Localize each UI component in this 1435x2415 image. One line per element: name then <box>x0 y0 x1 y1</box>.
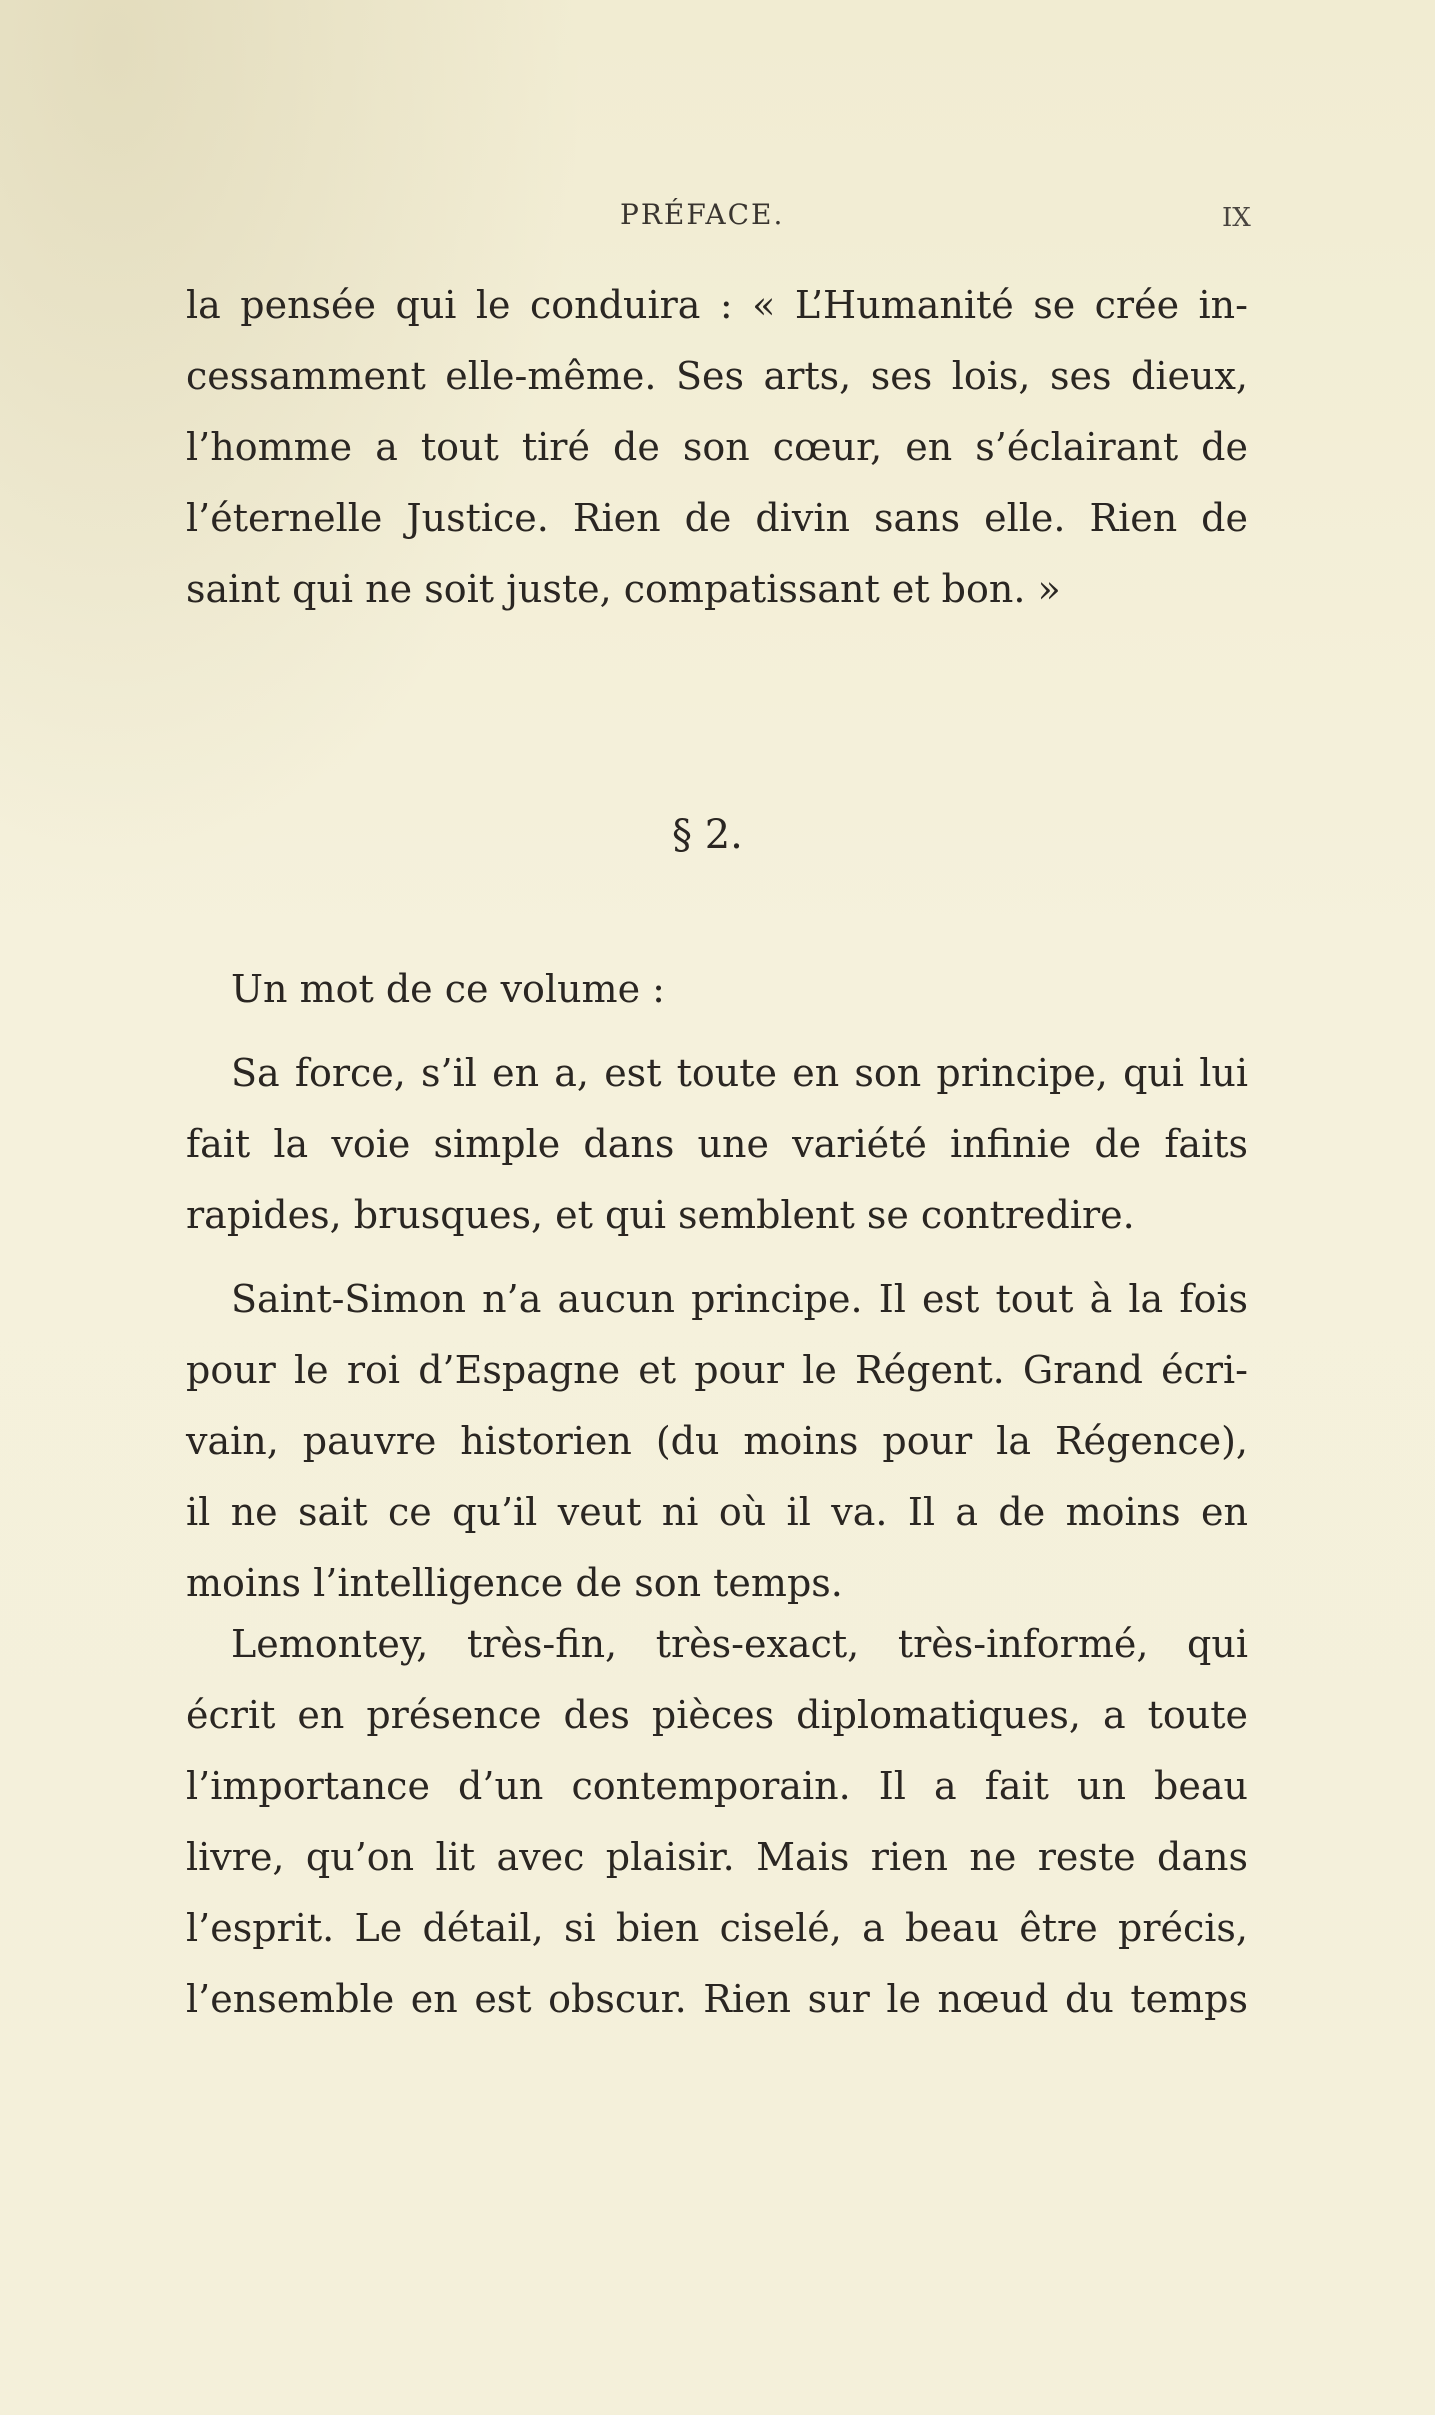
text-line: pour le roi d’Espagne et pour le Régent. Grand écri- <box>186 1348 1248 1392</box>
text-line: écrit en présence des pièces diplomatiques, a toute <box>186 1693 1248 1737</box>
text-line: l’ensemble en est obscur. Rien sur le nœud du temps <box>186 1977 1248 2021</box>
running-head: PRÉFACE. <box>620 198 785 231</box>
text-line: l’éternelle Justice. Rien de divin sans elle. Rien de <box>186 496 1248 540</box>
text-line: l’importance d’un contemporain. Il a fait un beau <box>186 1764 1248 1808</box>
text-line: l’esprit. Le détail, si bien ciselé, a beau être précis, <box>186 1906 1248 1950</box>
page-number: IX <box>1222 203 1251 233</box>
text-line: la pensée qui le conduira : « L’Humanité se crée in- <box>186 283 1248 327</box>
text-line: Un mot de ce volume : <box>231 967 665 1011</box>
text-line: vain, pauvre historien (du moins pour la Régence), <box>186 1419 1248 1463</box>
text-line: Lemontey, très-fin, très-exact, très-informé, qui <box>231 1622 1248 1666</box>
text-line: fait la voie simple dans une variété infinie de faits <box>186 1122 1248 1166</box>
text-line: cessamment elle-même. Ses arts, ses lois, ses dieux, <box>186 354 1248 398</box>
text-line: l’homme a tout tiré de son cœur, en s’éclairant de <box>186 425 1248 469</box>
section-heading: § 2. <box>672 812 743 858</box>
text-line: livre, qu’on lit avec plaisir. Mais rien ne reste dans <box>186 1835 1248 1879</box>
paragraph-saint-simon <box>186 1264 1248 1619</box>
text-line: il ne sait ce qu’il veut ni où il va. Il a de moins en <box>186 1490 1248 1534</box>
paragraph-intro <box>186 954 1248 1025</box>
text-line: Sa force, s’il en a, est toute en son principe, qui lui <box>231 1051 1248 1095</box>
text-line: Saint-Simon n’a aucun principe. Il est tout à la fois <box>231 1277 1248 1321</box>
paragraph-lemontey <box>186 1609 1248 2035</box>
paragraph-quote <box>186 270 1248 625</box>
text-line: saint qui ne soit juste, compatissant et bon. » <box>186 567 1061 611</box>
text-line: moins l’intelligence de son temps. <box>186 1561 843 1605</box>
text-line: rapides, brusques, et qui semblent se contredire. <box>186 1193 1135 1237</box>
paragraph-force <box>186 1038 1248 1251</box>
